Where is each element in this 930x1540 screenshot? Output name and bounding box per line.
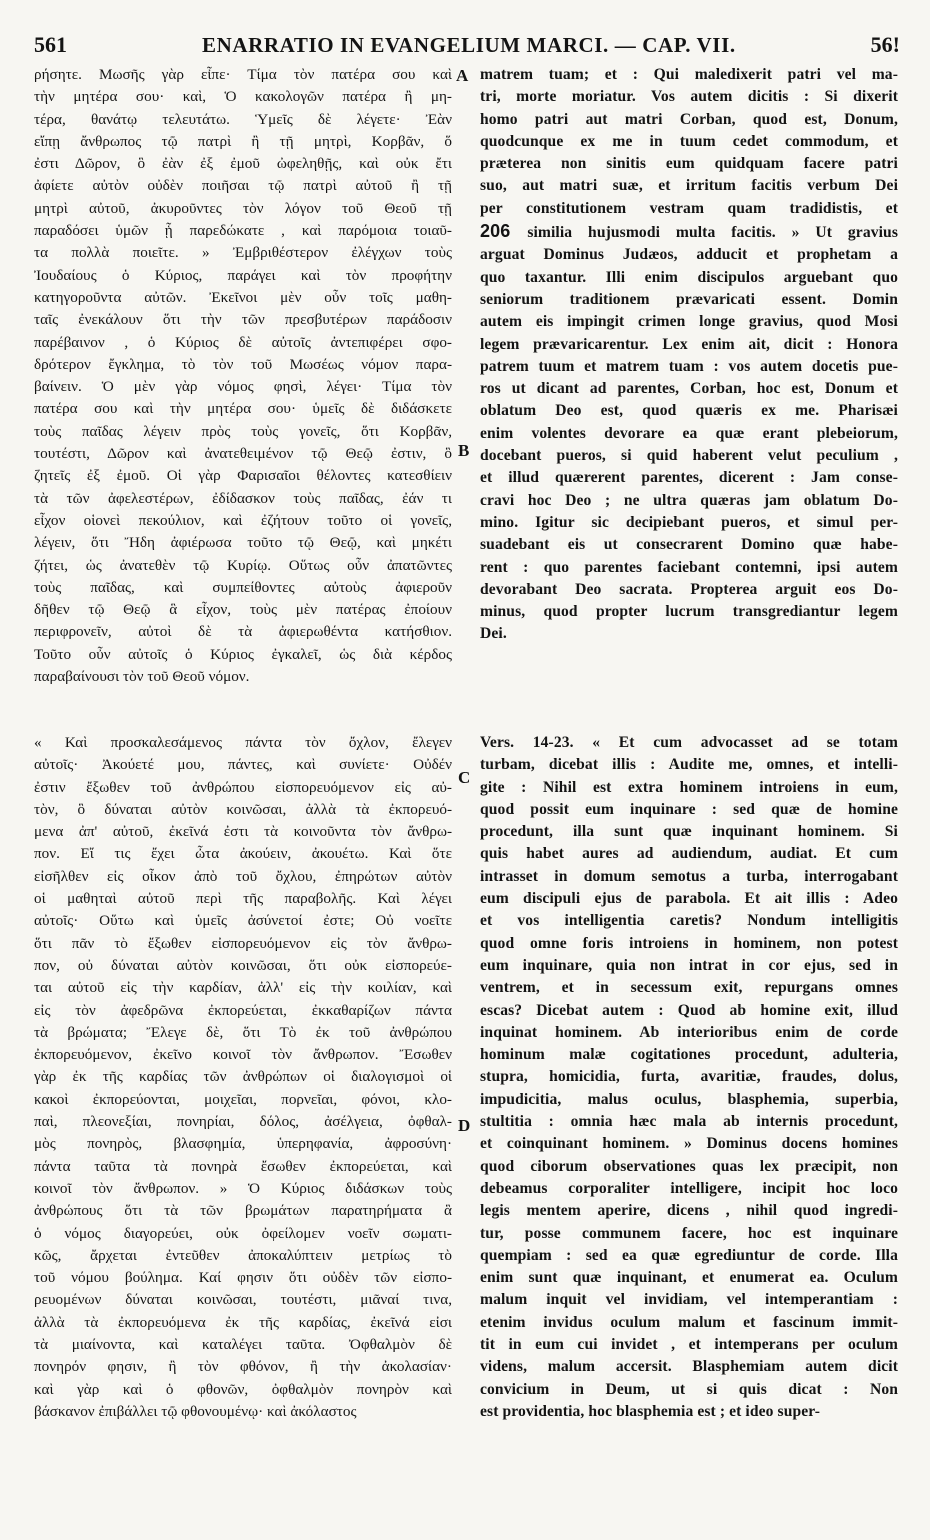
margin-marker-d: D [458,1116,471,1135]
text-line: ζήτει, ὡς ἀνατεθὲν τῷ Κυρίῳ. Οὕτως οὖν ἀπατῶντες [34,556,452,574]
text-line: tur, posse communem facere, hoc est inquinare [480,1224,898,1242]
text-line: eum discipuli ejus de parabola. Et ait illis : Adeo [480,890,898,908]
running-header [34,30,900,60]
text-line: τὰ μιαίνοντα, καὶ καταλέγει ταῦτα. Ὀφθαλμὸν δὲ [34,1336,452,1354]
text-line: devorabant Deo sacrata. Propterea arguit eos Do- [480,580,898,598]
text-line: λέγειν, ὅτι Ἤδη ἀφιέρωσα τοῦτο τῷ Θεῷ, καὶ μηκέτι [34,534,452,552]
text-line: ἐκπορευόμενον, ἐκεῖνο κοινοῖ τὸν ἄνθρωπον. Ἔσωθεν [34,1046,452,1064]
text-line: eum inquinare, quia non intrat in cor ejus, sed in [480,956,898,974]
text-line: δῆθεν τῷ Θεῷ ἃ εἶχον, τοὺς μὲν πατέρας ἐποίουν [34,601,452,619]
latin-column-bottom [480,732,898,1423]
text-line: αὐτοῖς· Οὕτω καὶ ὑμεῖς ἀσύνετοί ἐστε; Οὐ νοεῖτε [34,912,452,930]
text-line: escas? Dicebat autem : Quod ab homine exit, illud [480,1001,898,1019]
text-line: εἰσῆλθεν εἰς οἶκον ἀπὸ τοῦ ὄχλου, ἐπηρώτων αὐτὸν [34,867,452,885]
text-line: ros ut dicant ad parentes, Corban, hoc est, Donum et [480,380,898,398]
text-line: μενα ἀπ' αὐτοῦ, ἐκεῖνά ἐστι τὰ κοινοῦντα τὸν ἄνθρω- [34,823,452,841]
text-line: κακοὶ ἐκπορεύονται, μοιχεῖαι, πορνεῖαι, φόνοι, κλο- [34,1090,452,1108]
text-line: πατέρα σου καὶ τὴν μητέρα σου· ὑμεῖς δὲ διδάσκετε [34,400,452,418]
text-line: εἴπῃ ἄνθρωπος τῷ πατρὶ ἢ τῇ μητρὶ, Κορβᾶν, ὅ [34,132,452,150]
text-line: mino. Igitur sic decipiebant pueros, et simul per- [480,513,898,531]
margin-marker-c: C [458,768,471,787]
text-line: τοὺς παῖδας, καὶ συμπείθοντες αὐτοὺς ἀφιεροῦν [34,578,452,596]
text-line: procedunt, illa sunt quæ inquinant hominem. Si [480,823,898,841]
text-line: stupra, homicidia, furta, avaritiæ, fraudes, dolus, [480,1068,898,1086]
text-line: enim volentes devorare ea quæ erant plebeiorum, [480,424,898,442]
text-line: quod omne foris introiens in hominem, non potest [480,934,898,952]
margin-marker-b: B [458,441,470,460]
text-line: Ἰουδαίους ὁ Κύριος, παράγει καὶ τὸν προφήτην [34,266,452,284]
text-line: παρέβαινον , ὁ Κύριος δὲ αὐτοῖς ἀντεπιφέρει σφο- [34,333,452,351]
text-line: τὰ βρώματα; Ἔλεγε δὲ, ὅτι Τὸ ἐκ τοῦ ἀνθρώπου [34,1023,452,1041]
text-line: καὶ γὰρ καὶ ὁ φθονῶν, ὀφθαλμὸν πονηρὸν καὶ [34,1380,452,1398]
text-line: πον, οὐ δύναται αὐτὸν κοινῶσαι, ὅτι οὐκ εἰσπορεύε- [34,956,452,974]
text-line: παὶ, πλεονεξίαι, πονηρίαι, δόλος, ἀσέλγεια, ὀφθαλ- [34,1113,452,1131]
text-line: παραδόσει ὑμῶν ᾗ παρεδώκατε , καὶ παρόμοια τοιαῦ- [34,222,452,240]
text-line: et coinquinant hominem. » Dominus docens homines [480,1135,898,1153]
text-line: τὴν μητέρα σου· καὶ, Ὁ κακολογῶν πατέρα ἢ μη- [34,88,452,106]
text-line: suadebant eis ut consecrarent Domino quæ habe- [480,536,898,554]
text-line: hominum malæ cogitationes procedunt, adulteria, [480,1046,898,1064]
text-line: 206 similia hujusmodi multa facitis. » Ut gravius [480,221,898,242]
text-line: τουτέστι, Δῶρον καὶ ἀνατεθειμένον τῷ Θεῷ ἐστιν, ὃ [34,445,452,463]
latin-column-top [480,64,898,646]
text-line: εἶχον οἱονεὶ πεκούλιον, καὶ ἐζήτουν τοῦτο οἱ γονεῖς, [34,511,452,529]
text-line: patrem tuum et matrem tuam : vos autem docetis pue- [480,357,898,375]
text-line: Dei. [480,625,507,643]
text-line: quis habet aures ad audiendum, audiat. Et cum [480,845,898,863]
text-line: docebant pueros, si quid haberent velut peculium , [480,447,898,465]
text-line: μητρὶ αὐτοῦ, ἀκυροῦντες τὸν λόγον τοῦ Θεοῦ τῇ [34,199,452,217]
text-line: μὸς πονηρὸς, βλασφημία, ὑπερηφανία, ἀφροσύνη· [34,1135,452,1153]
text-line: quodcunque ex me in tuum cedet commodum, et [480,132,898,150]
text-line: « Καὶ προσκαλεσάμενος πάντα τὸν ὄχλον, ἔλεγεν [34,734,452,751]
greek-column-bottom [34,732,452,1423]
text-line: ἀλλὰ τὰ ἐκπορευόμενα ἐκ τῆς καρδίας, ἐκεῖνά εἰσι [34,1313,452,1331]
text-line: et vos intelligentia caretis? Nondum intelligitis [480,912,898,930]
text-line: οἱ μαθηταὶ αὐτοῦ περὶ τῆς παραβολῆς. Καὶ λέγει [34,890,452,908]
text-line: quempiam : sed ea quæ egrediuntur de corde. Illa [480,1246,898,1264]
text-line: βάσκανον ἐπιβάλλει τῷ φθονουμένῳ· καὶ ἀκόλαστος [34,1402,357,1420]
text-line: κοινοῖ τὸν ἄνθρωπον. » Ὁ Κύριος διδάσκων τοὺς [34,1179,452,1197]
text-line: videns, malum accersit. Blasphemiam autem dicit [480,1358,898,1376]
text-line: cravi hoc Deo ; ne ultra quæras jam oblatum Do- [480,491,898,509]
text-line: παραβαίνουσι τὸν τοῦ Θεοῦ νόμον. [34,668,250,686]
text-line: matrem tuam; et : Qui maledixerit patri vel ma- [480,66,898,83]
text-line: κῶς, ἄρχεται ἐντεῦθεν ἀποκαλύπτειν μετρίως τὸ [34,1246,452,1264]
text-line: tri, morte moriatur. Vos autem dicitis : Si dixerit [480,88,898,106]
text-line: autem eis impingit crimen longe gravius, quod Mosi [480,313,898,331]
text-line: convicium in Deum, ut si quis dicat : Non [480,1380,898,1398]
text-line: ζητεῖς ἐξ ἐμοῦ. Οἱ γὰρ Φαρισαῖοι θέλοντες κατεσθίειν [34,467,452,485]
text-line: intrasset in domum semotus a turba, interrogabant [480,867,898,885]
text-line: τὸν, ὃ δύναται αὐτὸν κοινῶσαι, ἀλλὰ τὰ ἐκπορευό- [34,800,452,818]
text-line: suo, aut matri suæ, et irritum facitis verbum Dei [480,177,898,195]
text-line: τὰ τῶν ἀφελεστέρων, ἐδίδασκον τοὺς παῖδας, ἐάν τι [34,489,452,507]
text-line: est providentia, hoc blasphemia est ; et ideo super- [480,1402,821,1420]
text-line: seniorum traditionem prævaricati essent. Domin [480,290,898,308]
text-line: τέρα, θανάτῳ τελευτάτω. Ὑμεῖς δὲ λέγετε· Ἐὰν [34,110,452,128]
text-line: inquinat hominem. Ab interioribus enim de corde [480,1023,898,1041]
text-line: quo taxantur. Illi enim discipulos arguebant quo [480,268,898,286]
margin-number: 206 [480,221,528,242]
text-line: et illud quærerent parentes, dicerent : Jam conse- [480,469,898,487]
text-line: περιφρονεῖν, αὐτοὶ δὲ τὰ ἀφιερωθέντα κατήσθιον. [34,623,452,641]
text-line: malum inquit vel invidiam, vel intemperantiam : [480,1291,898,1309]
text-line: γὰρ ἐκ τῆς καρδίας τῶν ἀνθρώπων οἱ διαλογισμοὶ οἱ [34,1068,452,1086]
page-number-left: 561 [34,32,67,57]
text-line: τα πολλὰ ποιεῖτε. » Ἐμβριθέστερον ἐλέγχων τοὺς [34,244,452,262]
text-line: ἀφίετε αὐτὸν οὐδὲν ποιῆσαι τῷ πατρὶ αὐτοῦ ἢ τῇ [34,177,452,195]
text-line: ται αὐτοῦ εἰς τὴν καρδίαν, ἀλλ' εἰς τὴν κοιλίαν, καὶ [34,979,452,997]
text-line: ὅτι πᾶν τὸ ἔξωθεν εἰσπορευόμενον εἰς τὸν ἄνθρω- [34,934,452,952]
text-line: εἰς τὸν ἀφεδρῶνα ἐκπορεύεται, ἐκκαθαρίζων πάντα [34,1001,452,1019]
text-line: quod possit eum inquinare : sed quæ de homine [480,800,898,818]
text-line: ὁ νόμος διαγορεύει, οὐκ ὀφείλομεν νοεῖν σωματι- [34,1224,452,1242]
text-line: ἀνθρώπους ὅτι τὰ τῶν βρωμάτων παρατηρήματα ἃ [34,1202,452,1220]
text-line: enim sunt quæ inquinant, et enumerat ea. Oculum [480,1269,898,1287]
text-line: τοῦ νόμου βούλημα. Καί φησιν ὅτι οὐδὲν τῶν εἰσπο- [34,1269,452,1287]
text-line: πάντα ταῦτα τὰ πονηρὰ ἔσωθεν ἐκπορεύεται, καὶ [34,1157,452,1175]
text-line: tit in eum cui invidet , et intemperans per oculum [480,1336,898,1354]
text-line: Vers. 14-23. « Et cum advocasset ad se totam [480,734,898,751]
text-line: præterea non sinitis eum quidquam facere patri [480,155,898,173]
text-line: ρήσητε. Μωσῆς γὰρ εἶπε· Τίμα τὸν πατέρα σου καὶ [34,66,452,83]
text-line: impudicitia, malus oculus, blasphemia, superbia, [480,1090,898,1108]
text-line: debeamus corporaliter intelligere, incipit hoc loco [480,1179,898,1197]
text-line: gite : Nihil est extra hominem introiens in eum, [480,778,898,796]
text-line: ventrem, et in secessum exit, repurgans omnes [480,979,898,997]
text-line: κατηγοροῦντα αὐτῶν. Ἐκεῖνοι μὲν οὖν τοῖς μαθη- [34,288,452,306]
text-line: arguat Dominus Judæos, adducit et prophetam a [480,246,898,264]
text-line: δρότερον ἔγκλημα, τὸ τὸν τοῦ Μωσέως νόμον παρα- [34,355,452,373]
text-line: oblatum Deo est, quod quæris ex me. Pharisæi [480,402,898,420]
text-line: ρευομένων δύναται κοινῶσαι, τουτέστι, μιᾶναί τινα, [34,1291,452,1309]
text-line: πονηρόν φησιν, ἢ τὸν φθόνον, ἢ τὴν ἀκολασίαν· [34,1358,452,1376]
running-title: ENARRATIO IN EVANGELIUM MARCI. — CAP. VII. [201,32,736,57]
text-line: ταῖς ἐνεκάλουν ὅτι τὴν τῶν πρεσβυτέρων παράδοσιν [34,311,452,329]
margin-marker-a: A [456,66,469,85]
text-line: homo patri aut matri Corban, quod est, Donum, [480,110,898,128]
text-line: etenim invidus oculum malum et fascinum immit- [480,1313,898,1331]
text-line: rent : quo parentes faciebant contemni, ipsi autem [480,558,898,576]
text-line: ἐστιν ἔξωθεν τοῦ ἀνθρώπου εἰσπορευόμενον εἰς αὐ- [34,778,452,796]
text-line: turbam, dicebat illis : Audite me, omnes, et intelli- [480,756,898,774]
page-number-right: 56! [870,32,900,57]
text-line: αὐτοῖς· Ἀκούετέ μου, πάντες, καὶ συνίετε· Οὐδέν [34,756,452,774]
text-line: per constitutionem vestram quam tradidistis, et [480,199,898,217]
text-line: βαίνειν. Ὁ μὲν γὰρ νόμος φησὶ, λέγει· Τίμα τὸν [34,378,452,396]
text-line: ἐστι Δῶρον, ὃ ἐὰν ἐξ ἐμοῦ ὠφεληθῇς, καὶ οὐκ ἔτι [34,155,452,173]
text-line: quod ciborum observationes quas lex præcipit, non [480,1157,898,1175]
text-line: legis mentem aperire, dicens , nihil quod ingredi- [480,1202,898,1220]
text-line: πον. Εἴ τις ἔχει ὦτα ἀκούειν, ἀκουέτω. Καὶ ὅτε [34,845,452,863]
text-line: legem prævaricarentur. Lex enim ait, dicit : Honora [480,335,898,353]
text-line: Τοῦτο οὖν αὐτοῖς ὁ Κύριος ἐγκαλεῖ, ὡς διὰ κέρδος [34,645,452,663]
greek-column-top [34,64,452,688]
text-line: minus, quod propter lucrum transgrediantur legem [480,603,898,621]
text-line: stultitia : omnia hæc mala ab internis procedunt, [480,1113,898,1131]
text-line: τοὺς παῖδας λέγειν πρὸς τοὺς γονεῖς, ὅτι Κορβᾶν, [34,422,452,440]
